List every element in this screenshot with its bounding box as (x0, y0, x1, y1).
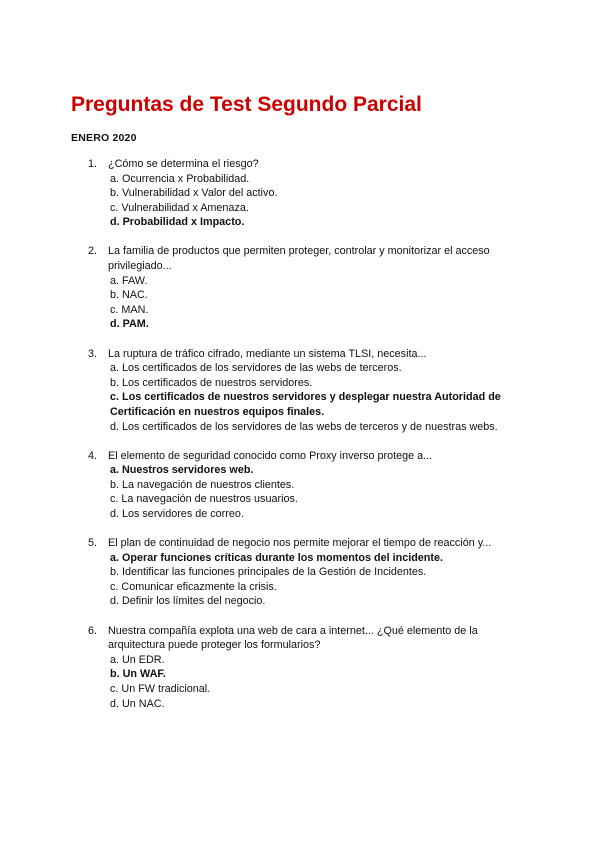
question-item (0, 449, 600, 522)
question-text: La ruptura de tráfico cifrado, mediante un sistema TLSI, necesita... (108, 347, 427, 360)
answer-option: c. Comunicar eficazmente la crisis. (110, 580, 277, 593)
answer-options (110, 551, 520, 609)
question-text: Nuestra compañía explota una web de cara a internet... ¿Qué elemento de la arquitectura puede proteger los formularios? (108, 624, 478, 652)
question-number: 1. (88, 158, 98, 170)
question-list (0, 157, 600, 726)
question-text: El elemento de seguridad conocido como Proxy inverso protege a... (108, 449, 433, 462)
question-item (0, 157, 600, 230)
answer-option: d. PAM. (110, 318, 149, 331)
answer-option: b. La navegación de nuestros clientes. (110, 478, 295, 491)
question-number: 3. (88, 347, 98, 360)
question-number: 4. (88, 449, 98, 462)
answer-option: d. Los certificados de los servidores de las webs de terceros y de nuestras webs. (110, 420, 498, 433)
answer-options (110, 463, 520, 521)
answer-options (110, 172, 520, 230)
answer-option: b. Vulnerabilidad x Valor del activo. (110, 187, 278, 200)
answer-option: d. Los servidores de correo. (110, 507, 244, 520)
answer-option: a. Operar funciones críticas durante los momentos del incidente. (110, 551, 443, 564)
document-title: Preguntas de Test Segundo Parcial (71, 93, 422, 116)
answer-option: b. Un WAF. (110, 668, 166, 681)
question-item (0, 536, 600, 609)
answer-option: c. MAN. (110, 303, 149, 316)
question-number: 2. (88, 245, 98, 258)
answer-option: c. Un FW tradicional. (110, 682, 211, 695)
answer-options (110, 653, 520, 711)
answer-option: c. Vulnerabilidad x Amenaza. (110, 201, 249, 214)
question-text: La familia de productos que permiten proteger, controlar y monitorizar el acceso privilegiado... (108, 245, 490, 273)
answer-option: c. La navegación de nuestros usuarios. (110, 493, 298, 506)
answer-option: b. Los certificados de nuestros servidores. (110, 376, 313, 389)
question-item (0, 347, 600, 435)
answer-option: d. Definir los límites del negocio. (110, 595, 266, 608)
answer-option: b. Identificar las funciones principales de la Gestión de Incidentes. (110, 566, 427, 579)
answer-option: a. Los certificados de los servidores de las webs de terceros. (110, 362, 402, 375)
answer-options (110, 274, 520, 332)
answer-option: a. Ocurrencia x Probabilidad. (110, 172, 250, 185)
answer-option: c. Los certificados de nuestros servidores y desplegar nuestra Autoridad de Certificación en nuestros equipos finales. (110, 391, 501, 418)
answer-options (110, 361, 520, 434)
answer-option: d. Probabilidad x Impacto. (110, 216, 245, 229)
question-text: El plan de continuidad de negocio nos permite mejorar el tiempo de reacción y... (108, 537, 492, 550)
question-number: 5. (88, 537, 98, 550)
answer-option: a. Nuestros servidores web. (110, 464, 254, 477)
question-item (0, 244, 600, 332)
question-item (0, 624, 600, 712)
answer-option: a. FAW. (110, 274, 148, 287)
answer-option: a. Un EDR. (110, 653, 165, 666)
answer-option: d. Un NAC. (110, 697, 165, 710)
question-text: ¿Cómo se determina el riesgo? (108, 158, 259, 170)
question-number: 6. (88, 624, 98, 637)
answer-option: b. NAC. (110, 289, 148, 302)
section-heading: ENERO 2020 (71, 132, 137, 144)
